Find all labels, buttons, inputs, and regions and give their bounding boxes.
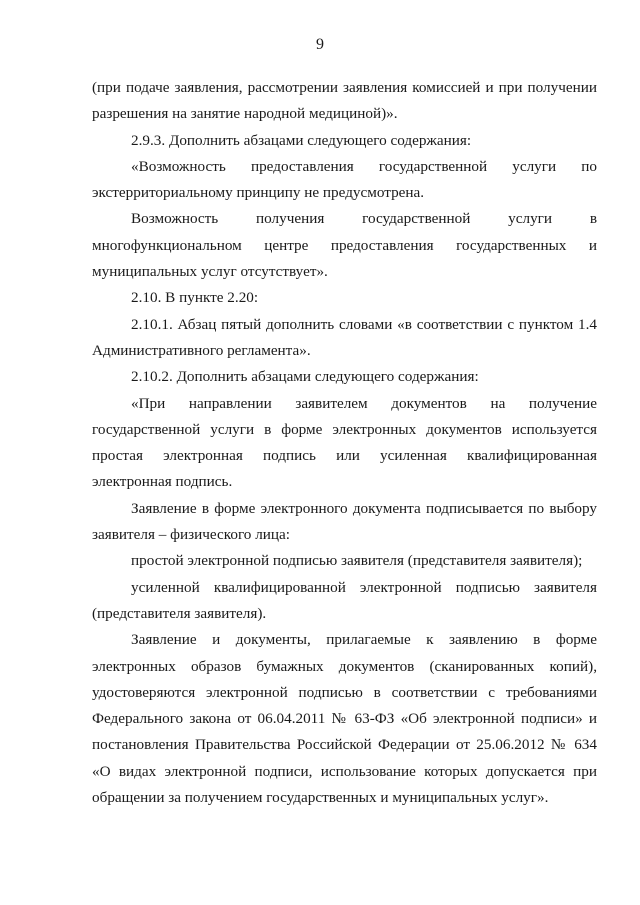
paragraph-2-10-2: 2.10.2. Дополнить абзацами следующего содержания: (131, 368, 479, 386)
paragraph-simple-signature: простой электронной подписью заявителя (представителя заявителя); (131, 552, 583, 570)
document-body (92, 75, 597, 811)
paragraph-2-10: 2.10. В пункте 2.20: (131, 289, 259, 307)
page-number: 9 (316, 36, 324, 53)
paragraph-extraterritorial: «Возможность предоставления государственной услуги по экстерриториальному принципу не предусмотрена. (92, 157, 597, 202)
paragraph-documents-certification: Заявление и документы, прилагаемые к заявлению в форме электронных образов бумажных документов (сканированных копий), удостоверяются электронной подписью в соответствии с требованиями Федерального закона от 06.04.2011 № 63-ФЗ «Об электронной подписи» и постановления Правительства Российской Федерации от 25.06.2012 № 634 «О видах электронной подписи, использование которых допускается при обращении за получением государственных и муниципальных услуг». (92, 631, 597, 807)
paragraph-application-signing: Заявление в форме электронного документа подписывается по выбору заявителя – физического лица: (92, 499, 597, 544)
paragraph-2-10-1: 2.10.1. Абзац пятый дополнить словами «в соответствии с пунктом 1.4 Административного регламента». (92, 315, 597, 359)
paragraph-qualified-signature: усиленной квалифицированной электронной подписью заявителя (представителя заявителя). (92, 578, 597, 622)
paragraph-mfc: Возможность получения государственной услуги в многофункциональном центре предоставления государственных и муниципальных услуг отсутствует». (92, 210, 597, 281)
paragraph-continuation: (при подаче заявления, рассмотрении заявления комиссией и при получении разрешения на занятие народной медициной)». (92, 79, 597, 123)
paragraph-2-9-3: 2.9.3. Дополнить абзацами следующего содержания: (131, 131, 472, 149)
paragraph-electronic-signature: «При направлении заявителем документов на получение государственной услуги в форме электронных документов используется простая электронная подпись или усиленная квалифицированная электронная подпись. (92, 394, 597, 491)
